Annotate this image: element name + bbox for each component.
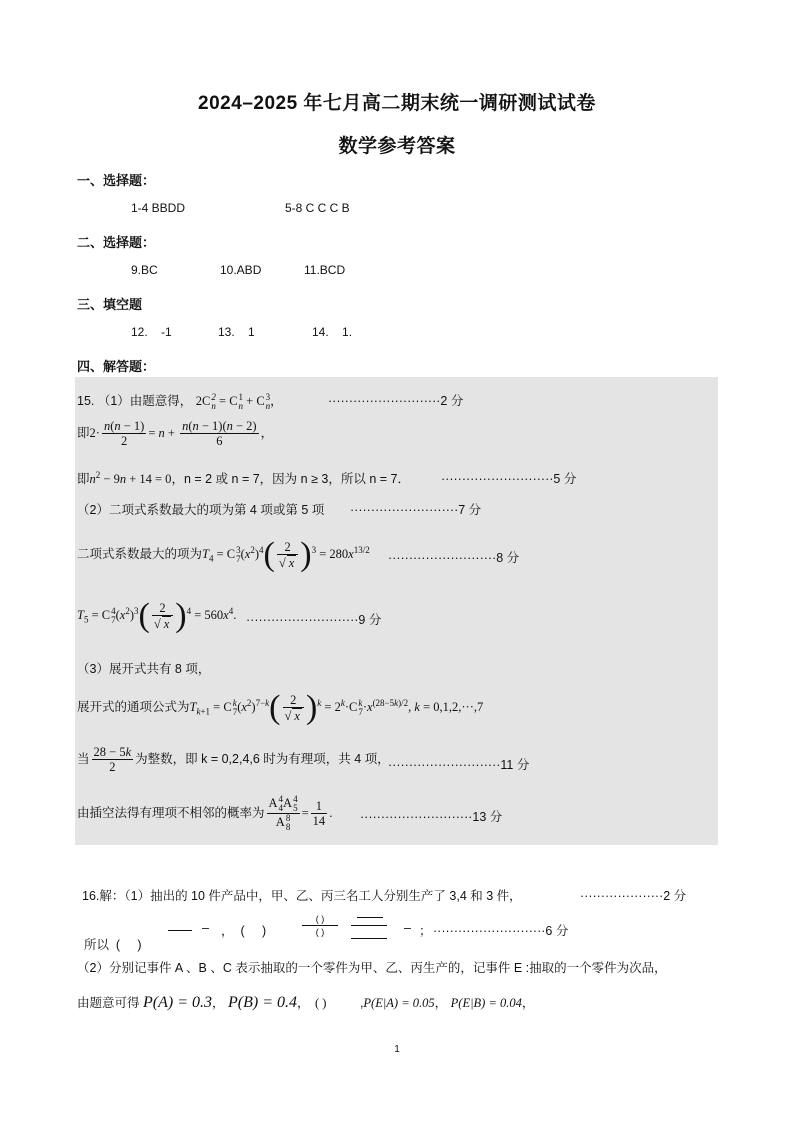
q15-score-2: ···························2 分 [328,394,464,408]
q15-line8: 展开式的通项公式为$T_{k+1} = C$ k 7 $(x^2)^{7-k}$( $\frac{2}{√ x}$ )$^k = 2^k\cdot C$ k 7 $\cdot x^{(28-5k)/2}$, k = 0,1,2,···,7 [77,689,484,726]
q15-line6: $T_5 = C$ 4 7 $(x^2)^3$( $\frac{2}{√ x}$ )$^4 = 560x^4$. [77,597,237,634]
section-heading-fill: 三、填空题 [77,297,143,312]
q15-line2: 即2· $\frac{n(n - 1)}{2}$ = n + $\frac{n(n - 1)(n - 2)}{6}$ ， [77,419,274,449]
q15-line1: 15. （1）由题意得， 2C 2 n = C 1 n + C 3 n ， [77,392,283,412]
q16-score-2: ····················2 分 [580,889,687,903]
page-title: 2024–2025 年七月高二期末统一调研测试试卷 [198,93,596,114]
q15-line5: 二项式系数最大的项为$T_4 = C$ 3 7 $(x^2)^4$( $\frac{2}{√ x}$ )$^3 = 280x^{13/2}$ [77,536,370,573]
q16-frac-bar-3 [351,925,387,926]
q16-line3: （2）分别记事件 A 、B 、C 表示抽取的一个零件为甲、乙、丙生产的，记事件 E :抽取的一个零件为次品， [77,961,667,975]
answer-9: 9.BC [131,263,158,277]
q16-small-frac: ( ) ( ) [302,913,338,938]
q16-dash-1: – [202,921,209,935]
q15-score-13: ···························13 分 [360,810,503,824]
answer-10: 10.ABD [220,263,262,277]
q15-line4: （2）二项式系数最大的项为第 4 项或第 5 项 [77,503,325,517]
page-number: 1 [394,1044,400,1055]
page-subtitle: 数学参考答案 [338,136,456,157]
q16-line2-mid: ， ( ) [221,924,267,938]
section-heading-choice: 一、选择题： [77,173,156,188]
q15-line10: 由插空法得有理项不相邻的概率为 A 4 4 A 4 5 A 8 8 = $\frac{1}{14}$ . [77,794,333,832]
q16-frac-bar-1 [168,930,192,931]
q15-line9: 当 $\frac{28 - 5k}{2}$ 为整数，即 k = 0,2,4,6 时为有理项，共 4 项， [77,745,390,775]
q16-frac-bar-4 [351,938,387,939]
answer-1-4: 1-4 BBDD [131,201,186,215]
q16-score-6: ···························6 分 [433,924,569,938]
q15-score-9: ···························9 分 [246,613,382,627]
q15-line3: 即$n^2 - 9n + 14 = 0$，n = 2 或 n = 7，因为 n ≥ 3，所以 n = 7． [77,469,410,486]
q15-score-11: ···························11 分 [388,758,530,772]
section-heading-solutions: 四、解答题： [77,359,156,374]
q16-frac-bar-2 [357,917,383,918]
q16-dash-2: – [404,921,411,935]
answer-11: 11.BCD [304,263,346,277]
q16-line4: 由题意可得 P(A) = 0.3， P(B) = 0.4， ( ) ,P(E|A) = 0.05， P(E|B) = 0.04， [77,994,535,1011]
q15-score-5: ···························5 分 [441,472,577,486]
q16-line2-end: ； [419,924,432,938]
q15-line7: （3）展开式共有 8 项， [77,662,211,676]
answer-14: 14. 1. [312,325,353,339]
q15-score-7: ··························7 分 [350,503,482,517]
section-heading-multi-choice: 二、选择题： [77,235,156,250]
answer-13: 13. 1 [218,325,255,339]
q16-line1: 16.解：（1）抽出的 10 件产品中，甲、乙、丙三名工人分别生产了 3,4 和 3 件， [82,889,522,903]
answer-5-8: 5-8 C C C B [285,201,350,215]
q16-line2: 所以 ( ) [83,938,142,952]
q15-score-8: ··························8 分 [388,551,520,565]
answer-12: 12. -1 [131,325,172,339]
